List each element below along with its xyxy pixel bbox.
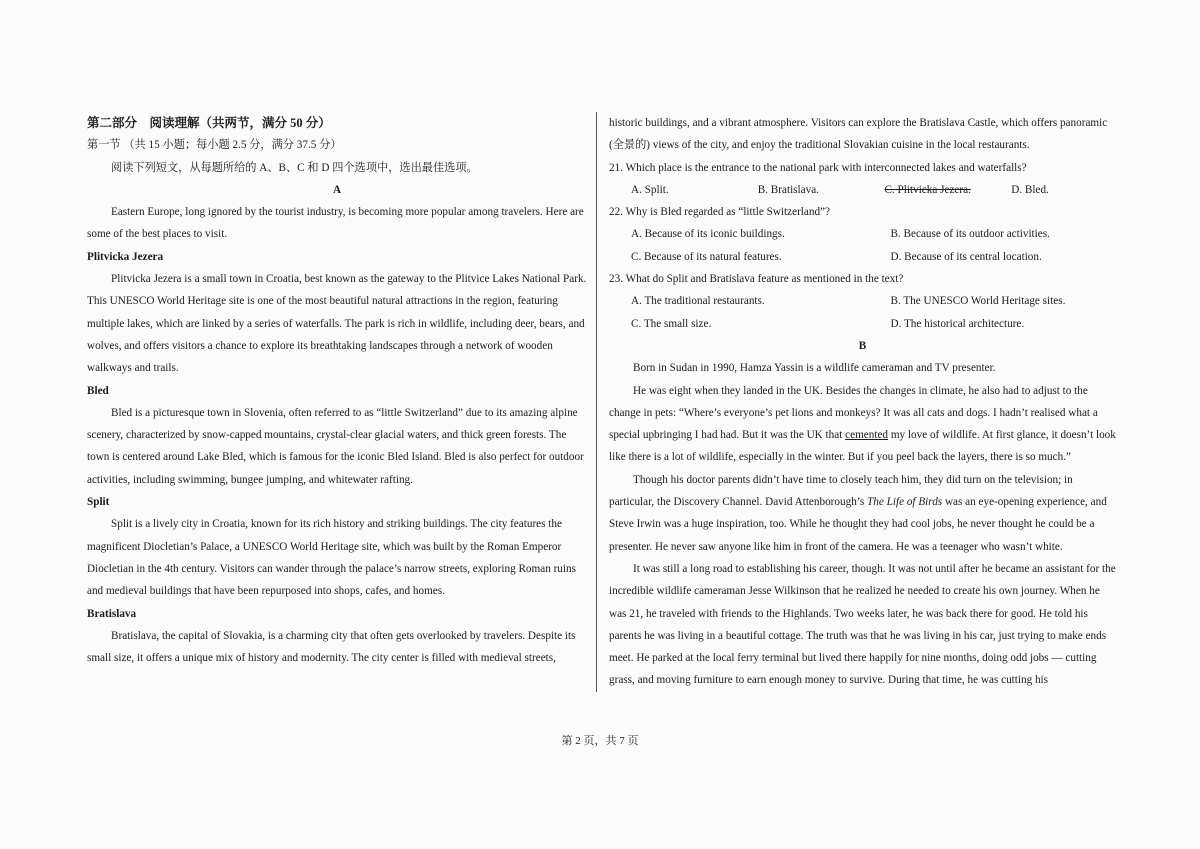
option-22-d: D. Because of its central location. [890, 250, 1042, 263]
place-text-bratislava: Bratislava, the capital of Slovakia, is a charming city that often gets overlooked by travelers. Despite its small size, it offers a unique mix of history and modernity. The city center is filled with medieval streets, [87, 629, 576, 665]
p2-text-end: my love of wildlife. At first glance, it doesn’t look like there is a lot of wildlife, especially in the winter. But if you peel back the layers, there is so much.” [609, 429, 1116, 464]
option-21-d: D. Bled. [1011, 183, 1049, 196]
option-22-a: A. Because of its iconic buildings. [631, 228, 785, 241]
p3-text-start: Though his doctor parents didn’t have time to closely teach him, they did turn on the television; in particular, the Discovery Channel. David Attenborough’s [609, 473, 1073, 509]
passage-b-paragraph-4: It was still a long road to establishing his career, though. It was not until after he became an assistant for the incredible wildlife cameraman Jesse Wilkinson that he realized he needed to create his own journey. When he was 21, he traveled with friends to the Highlands. Two weeks later, he was back there for good. He told his parents he was living in a beautiful cottage. The truth was that he was living in his car, just trying to make ends meet. He parked at the local ferry terminal but lived there happily for nine months, doing odd jobs — cutting grass, and moving furniture to earn enough money to survive. During that time, he was cutting his [609, 562, 1116, 687]
column-divider [596, 112, 597, 692]
place-text-bled: Bled is a picturesque town in Slovenia, often referred to as “little Switzerland” due to its amazing alpine scenery, characterized by snow-capped mountains, crystal-clear glacial waters, and thick green forests. The town is centered around Lake Bled, which is famous for the iconic Bled Island. Bled is also perfect for outdoor activities, including swimming, bungee jumping, and whitewater rafting. [87, 406, 584, 486]
passage-a-continuation: historic buildings, and a vibrant atmosphere. Visitors can explore the Bratislava Castle, which offers panoramic (全景的) views of the city, and enjoy the traditional Slovakian cuisine in the local restaurants. [609, 117, 1108, 152]
p3-text-end: was an eye-opening experience, and Steve Irwin was a huge inspiration, too. While he thought they had cool jobs, he never thought he could be a presenter. He never saw anyone like him in front of the camera. He was a teenager who wasn’t white. [609, 496, 1107, 553]
option-23-a: A. The traditional restaurants. [631, 295, 765, 308]
underlined-word: cemented [845, 429, 889, 442]
place-heading-bled: Bled [87, 384, 109, 397]
passage-b-paragraph-1: Born in Sudan in 1990, Hamza Yassin is a wildlife cameraman and TV presenter. [633, 362, 996, 375]
p2-text-start: He was eight when they landed in the UK. Besides the changes in climate, he also had to adjust to the change in pets: “Where’s everyone’s pet lions and monkeys? It was all cats and dogs. I hadn’t realised what a special upbringing I had had. But it was the UK that [609, 384, 1098, 442]
option-23-c: C. The small size. [631, 317, 712, 330]
option-21-c: C. Plitvicka Jezera. [884, 183, 971, 196]
section-title: 第二部分 阅读理解（共两节，满分 50 分） [87, 116, 331, 130]
question-23: 23. What do Split and Bratislava feature as mentioned in the text? [609, 273, 904, 286]
instruction: 阅读下列短文，从每题所给的 A、B、C 和 D 四个选项中，选出最佳选项。 [111, 161, 478, 174]
option-22-b: B. Because of its outdoor activities. [890, 228, 1050, 241]
right-column [609, 112, 1116, 692]
passage-b-paragraph-3 [609, 469, 1116, 558]
question-21: 21. Which place is the entrance to the national park with interconnected lakes and waterfalls? [609, 161, 1027, 174]
question-22: 22. Why is Bled regarded as “little Switzerland”? [609, 206, 830, 219]
place-text-split: Split is a lively city in Croatia, known for its rich history and striking buildings. The city features the magnificent Diocletian’s Palace, a UNESCO World Heritage site, which was built by the Roman Emperor Diocletian in the 4th century. Visitors can wander through the palace’s narrow streets, exploring Roman ruins and medieval buildings that have been repurposed into shops, cafes, and homes. [87, 518, 576, 598]
option-21-a: A. Split. [631, 183, 669, 196]
passage-a-label: A [332, 183, 342, 196]
section-subtitle: 第一节 （共 15 小题；每小题 2.5 分，满分 37.5 分） [87, 139, 342, 152]
place-heading-split: Split [87, 496, 110, 509]
passage-b-label: B [858, 339, 867, 352]
question-22-options [609, 223, 1116, 268]
book-title: The Life of Birds [867, 496, 943, 509]
option-21-b: B. Bratislava. [757, 183, 819, 196]
option-23-d: D. The historical architecture. [890, 317, 1025, 330]
passage-b-paragraph-2 [609, 380, 1116, 469]
option-23-b: B. The UNESCO World Heritage sites. [890, 295, 1066, 308]
option-22-c: C. Because of its natural features. [631, 250, 782, 263]
left-column [87, 112, 587, 669]
passage-a-intro: Eastern Europe, long ignored by the tourist industry, is becoming more popular among travelers. Here are some of the best places to visit. [87, 206, 584, 241]
place-heading-bratislava: Bratislava [87, 607, 137, 620]
page-number: 第 2 页，共 7 页 [561, 735, 639, 747]
question-21-options [609, 179, 1116, 201]
question-23-options [609, 290, 1116, 335]
place-text-plitvicka: Plitvicka Jezera is a small town in Croatia, best known as the gateway to the Plitvice Lakes National Park. This UNESCO World Heritage site is one of the most beautiful natural attractions in the region, featuring multiple lakes, which are linked by a series of waterfalls. The park is rich in wildlife, including deer, bears, and wolves, and offers visitors a chance to explore its breathtaking landscapes through a network of wooden walkways and trails. [87, 273, 587, 375]
place-heading-plitvicka: Plitvicka Jezera [87, 250, 164, 263]
